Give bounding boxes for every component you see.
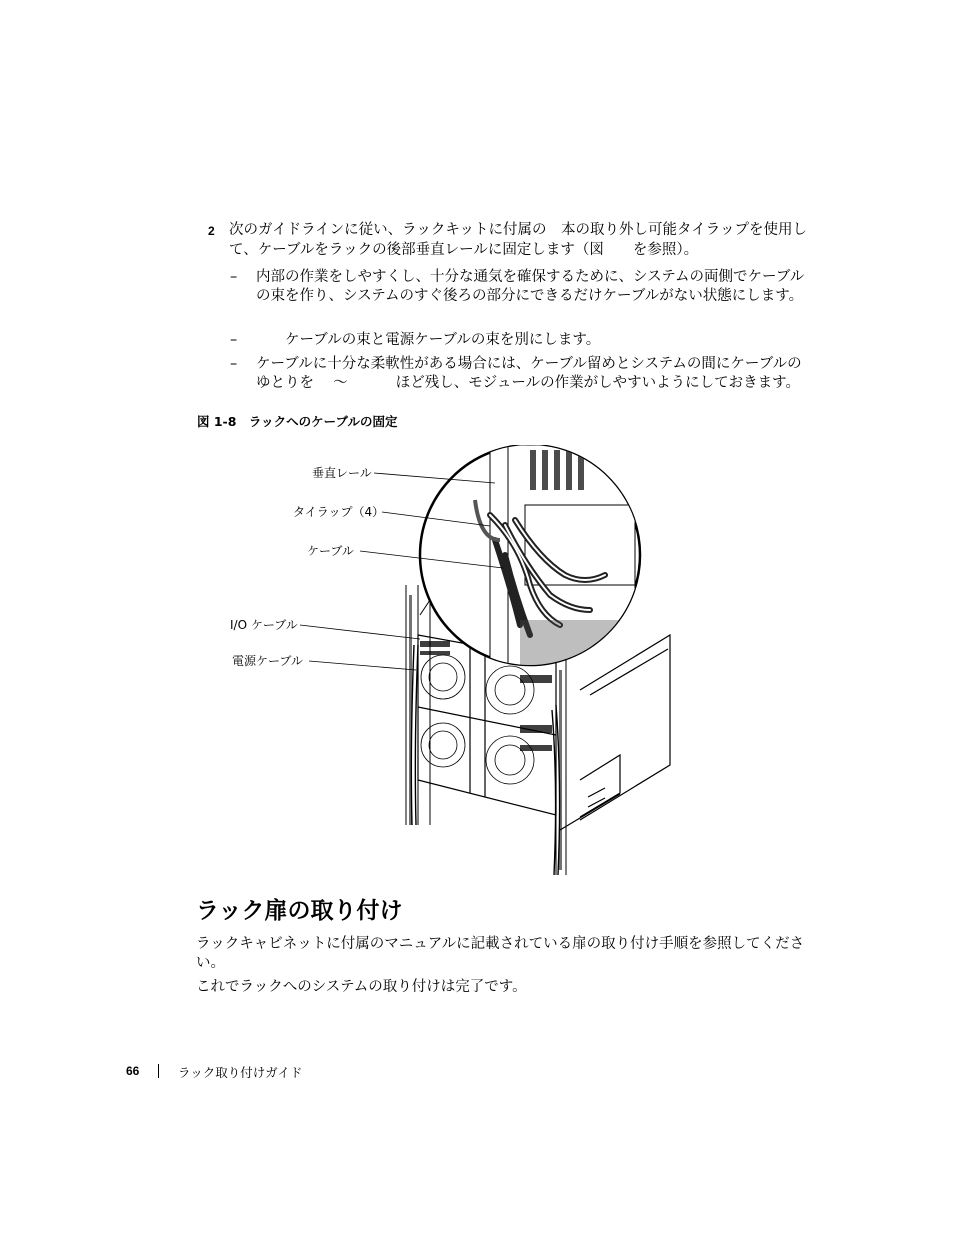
step-number: 2 <box>208 224 215 238</box>
section-paragraph: これでラックへのシステムの取り付けは完了です。 <box>196 979 527 995</box>
callout-power-cable: 電源ケーブル <box>232 654 303 668</box>
bullet-dash: – <box>230 356 238 372</box>
bullet-dash: – <box>230 332 238 348</box>
footer-divider <box>158 1064 159 1078</box>
bullet-text: 内部の作業をしやすくし、十分な通気を確保するために、システムの両側でケーブルの束を作り、システムのすぐ後ろの部分にできるだけケーブルがない状態にします。 <box>256 269 805 304</box>
callout-io-cable: I/O ケーブル <box>230 618 298 632</box>
page-number: 66 <box>126 1064 140 1078</box>
callout-vertical-rail: 垂直レール <box>312 466 372 480</box>
bullet-dash: – <box>230 269 238 285</box>
bullet-text: ケーブルに十分な柔軟性がある場合には、ケーブル留めとシステムの間にケーブルのゆとりを 〜 ほど残し、モジュールの作業がしやすいようにしておきます。 <box>256 356 802 391</box>
bullet-text: ケーブルの束と電源ケーブルの束を別にします。 <box>256 332 601 348</box>
footer-title: ラック取り付けガイド <box>178 1065 303 1080</box>
section-heading: ラック扉の取り付け <box>196 898 403 924</box>
callout-cable: ケーブル <box>307 544 354 558</box>
step-text: 次のガイドラインに従い、ラックキットに付属の 本の取り外し可能タイラップを使用して、ケーブルをラックの後部垂直レールに固定します（図 を参照）。 <box>229 222 807 258</box>
section-paragraph: ラックキャビネットに付属のマニュアルに記載されている扉の取り付け手順を参照してください。 <box>196 936 805 971</box>
figure-caption: 図 1-8 ラックへのケーブルの固定 <box>197 414 398 429</box>
callout-tie-wrap: タイラップ（4） <box>293 505 385 519</box>
